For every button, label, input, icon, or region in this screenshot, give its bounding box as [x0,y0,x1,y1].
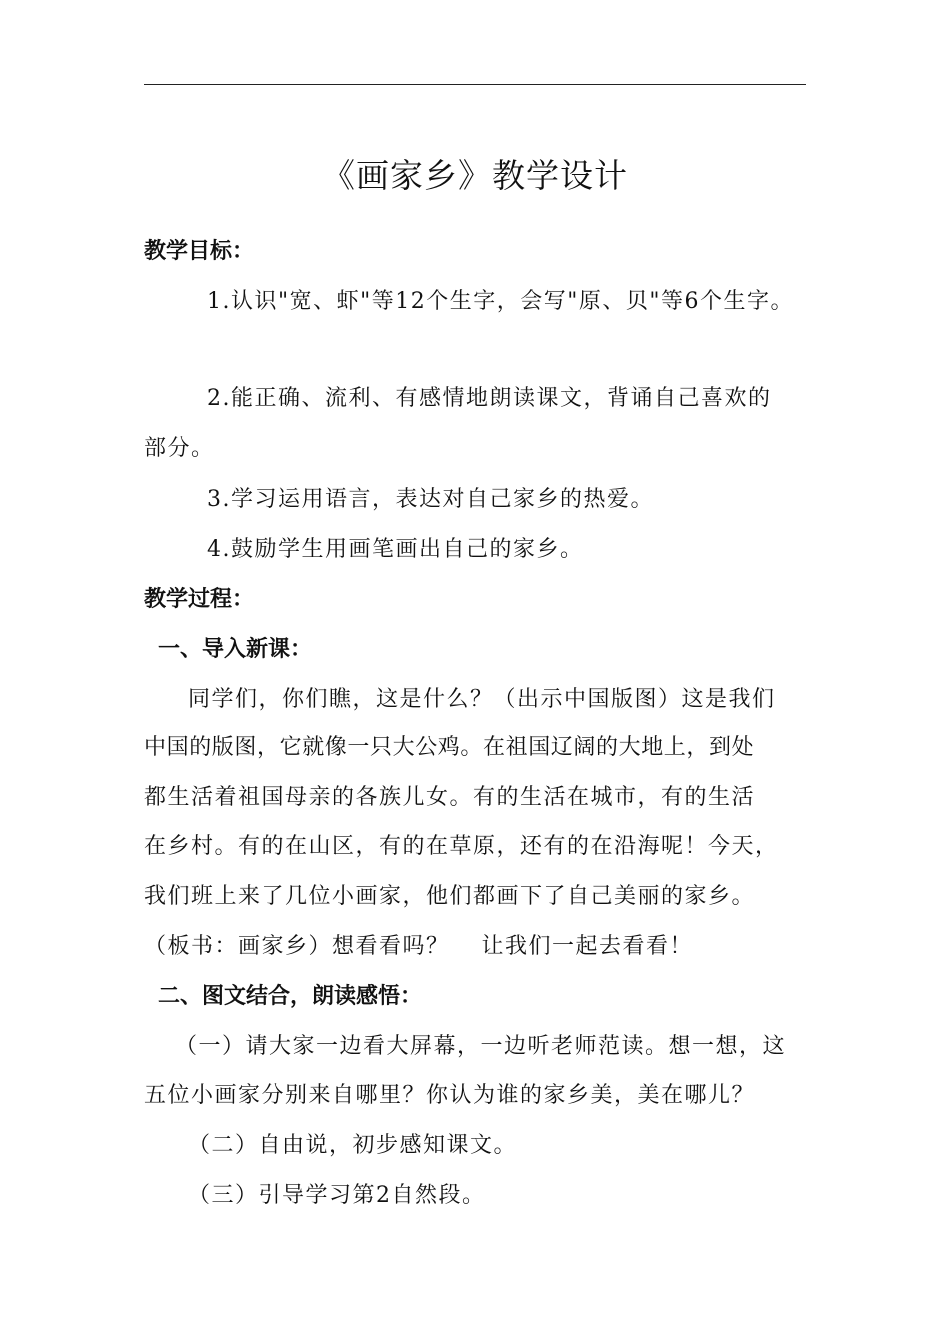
section1-line-6: （板书：画家乡）想看看吗？ 让我们一起去看看！ [144,934,693,959]
section1-line-1: 同学们，你们瞧，这是什么？（出示中国版图）这是我们 [188,687,776,712]
objectives-heading: 教学目标： [144,239,255,264]
objective-item-2-cont: 部分。 [144,436,215,461]
objective-item-4: 4.鼓励学生用画笔画出自己的家乡。 [207,537,584,562]
section2-line-4: （三）引导学习第2自然段。 [188,1183,486,1208]
objective-item-3: 3.学习运用语言，表达对自己家乡的热爱。 [207,487,654,512]
header-rule [144,84,806,85]
section2-line-1: （一）请大家一边看大屏幕，一边听老师范读。想一想，这 [175,1034,787,1059]
section1-heading: 一、导入新课： [158,637,313,662]
section2-line-2: 五位小画家分别来自哪里？你认为谁的家乡美，美在哪儿？ [144,1083,756,1108]
document-title: 《画家乡》教学设计 [322,156,628,195]
section1-line-5: 我们班上来了几位小画家，他们都画下了自己美丽的家乡。 [144,884,756,909]
objective-item-1: 1.认识"宽、虾"等12个生字，会写"原、贝"等6个生字。 [207,289,794,314]
section2-line-3: （二）自由说，初步感知课文。 [188,1133,518,1158]
section1-line-2: 中国的版图，它就像一只大公鸡。在祖国辽阔的大地上，到处 [144,735,755,760]
process-heading: 教学过程： [144,587,255,612]
objective-item-2: 2.能正确、流利、有感情地朗读课文，背诵自己喜欢的 [207,386,772,411]
section2-heading: 二、图文结合，朗读感悟： [158,984,423,1009]
section1-line-4: 在乡村。有的在山区，有的在草原，还有的在沿海呢！今天， [144,834,779,859]
section1-line-3: 都生活着祖国母亲的各族儿女。有的生活在城市，有的生活 [144,785,756,810]
